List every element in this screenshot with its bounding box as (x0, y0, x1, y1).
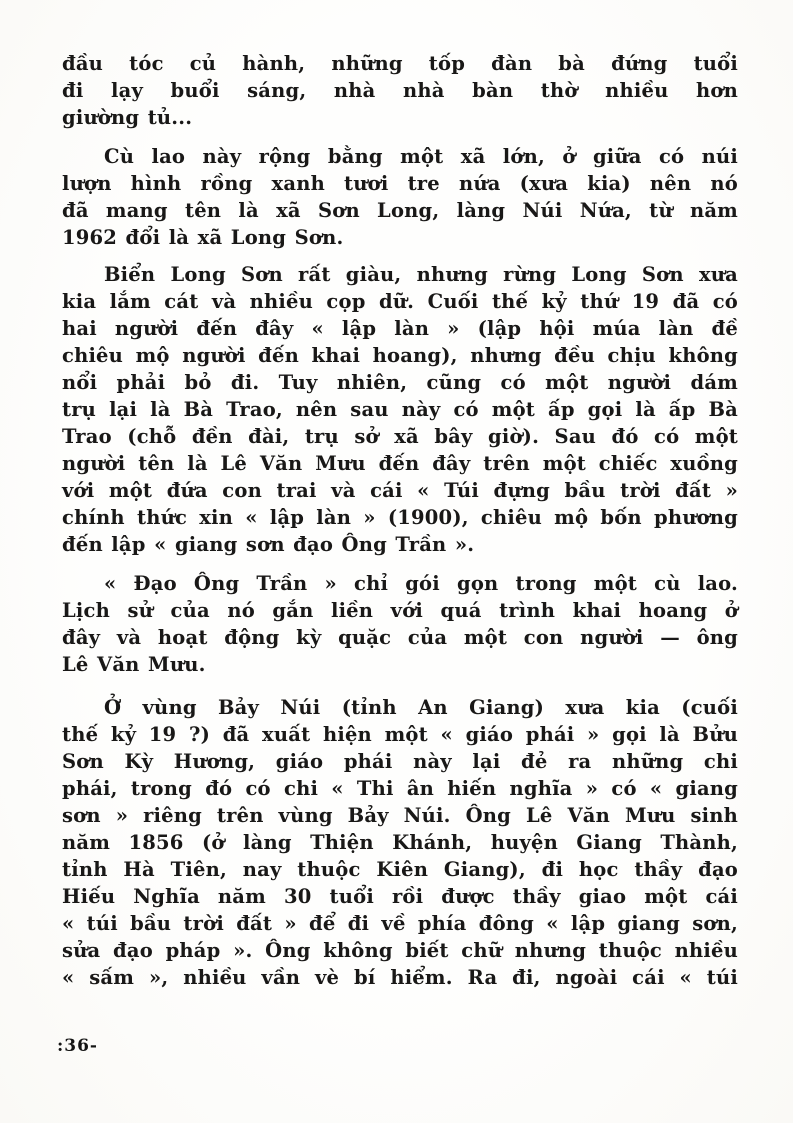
text-line: nổi phải bỏ đi. Tuy nhiên, cũng có một người dám (62, 371, 738, 394)
text-line: Biển Long Sơn rất giàu, nhưng rừng Long Sơn xưa (104, 263, 738, 286)
text-line: Trao (chỗ đền đài, trụ sở xã bây giờ). Sau đó có một (62, 425, 738, 448)
text-line: Lịch sử của nó gắn liền với quá trình khai hoang ở (62, 599, 738, 622)
text-line: đây và hoạt động kỳ quặc của một con người — ông (62, 626, 738, 649)
text-line: trụ lại là Bà Trao, nên sau này có một ấp gọi là ấp Bà (62, 398, 738, 421)
text-line: « Đạo Ông Trần » chỉ gói gọn trong một cù lao. (104, 572, 738, 595)
text-line: « túi bầu trời đất » để đi về phía đông « lập giang sơn, (62, 912, 738, 935)
text-line: Ở vùng Bảy Núi (tỉnh An Giang) xưa kia (cuối (104, 696, 738, 719)
text-line: Sơn Kỳ Hương, giáo phái này lại đẻ ra những chi (62, 750, 738, 773)
text-line: tỉnh Hà Tiên, nay thuộc Kiên Giang), đi học thầy đạo (62, 858, 738, 881)
text-line: đầu tóc củ hành, những tốp đàn bà đứng tuổi (62, 52, 738, 75)
paragraph-4 (62, 570, 738, 678)
text-line: đã mang tên là xã Sơn Long, làng Núi Nứa, từ năm (62, 199, 738, 222)
text-block (62, 50, 738, 991)
text-line: năm 1856 (ở làng Thiện Khánh, huyện Giang Thành, (62, 831, 738, 854)
paragraph-1 (62, 50, 738, 131)
text-line: hai người đến đây « lập làn » (lập hội múa làn đề (62, 317, 738, 340)
text-line: đến lập « giang sơn đạo Ông Trần ». (62, 533, 475, 556)
text-line: người tên là Lê Văn Mưu đến đây trên một chiếc xuồng (62, 452, 738, 475)
paragraph-2 (62, 143, 738, 251)
text-line: sửa đạo pháp ». Ông không biết chữ nhưng thuộc nhiều (62, 939, 738, 962)
text-line: Hiếu Nghĩa năm 30 tuổi rồi được thầy giao một cái (62, 885, 738, 908)
page-number: :36- (57, 1036, 98, 1056)
text-line: sơn » riêng trên vùng Bảy Núi. Ông Lê Văn Mưu sinh (62, 804, 738, 827)
paragraph-5 (62, 694, 738, 991)
text-line: chiêu mộ người đến khai hoang), nhưng đều chịu không (62, 344, 738, 367)
text-line: kia lắm cát và nhiều cọp dữ. Cuối thế kỷ thứ 19 đã có (62, 290, 738, 313)
text-line: giường tủ... (62, 106, 193, 129)
text-line: « sấm », nhiều vần vè bí hiểm. Ra đi, ngoài cái « túi (62, 966, 738, 989)
text-line: Cù lao này rộng bằng một xã lớn, ở giữa có núi (104, 145, 738, 168)
text-line: với một đứa con trai và cái « Túi đựng bầu trời đất » (62, 479, 738, 502)
text-line: chính thức xin « lập làn » (1900), chiêu mộ bốn phương (62, 506, 738, 529)
text-line: đi lạy buổi sáng, nhà nhà bàn thờ nhiều hơn (62, 79, 738, 102)
text-line: thế kỷ 19 ?) đã xuất hiện một « giáo phái » gọi là Bửu (62, 723, 738, 746)
text-line: lượn hình rồng xanh tươi tre nứa (xưa kia) nên nó (62, 172, 738, 195)
text-line: phái, trong đó có chi « Thi ân hiến nghĩa » có « giang (62, 777, 738, 800)
paragraph-3 (62, 261, 738, 558)
text-line: Lê Văn Mưu. (62, 653, 206, 676)
text-line: 1962 đổi là xã Long Sơn. (62, 226, 344, 249)
